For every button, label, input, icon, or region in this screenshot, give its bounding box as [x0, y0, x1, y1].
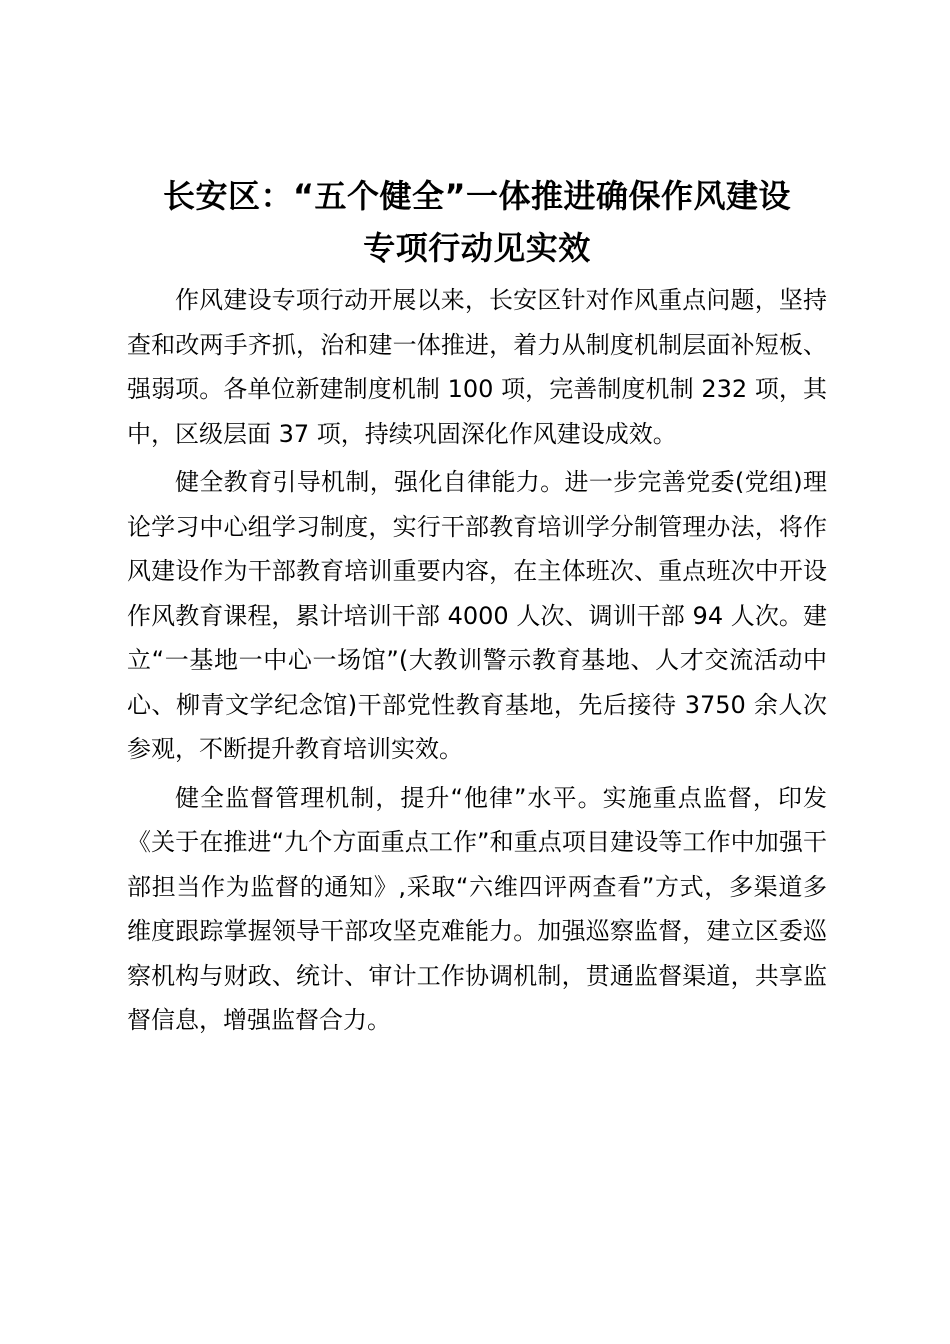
- paragraph-education: 健全教育引导机制，强化自律能力。进一步完善党委(党组)理论学习中心组学习制度，实行干部教育培训学分制管理办法，将作风建设作为干部教育培训重要内容，在主体班次、重点班次中开设作风教育课程，累计培训干部 4000 人次、调训干部 94 人次。建立“一基地一中心一场馆”(大教训警示教育基地、人才交流活动中心、柳青文学纪念馆)干部党性教育基地，先后接待 3750 余人次参观，不断提升教育培训实效。: [127, 468, 827, 763]
- title-line-1: 长安区：“五个健全”一体推进确保作风建设: [162, 177, 792, 215]
- document-title: [127, 170, 827, 274]
- paragraph-intro: 作风建设专项行动开展以来，长安区针对作风重点问题，坚持查和改两手齐抓，治和建一体推进，着力从制度机制层面补短板、强弱项。各单位新建制度机制 100 项，完善制度机制 232 项，其中，区级层面 37 项，持续巩固深化作风建设成效。: [127, 286, 827, 448]
- document-content: [127, 170, 827, 1047]
- document-body: [127, 278, 827, 1043]
- paragraph-supervision: 健全监督管理机制，提升“他律”水平。实施重点监督，印发《关于在推进“九个方面重点工作”和重点项目建设等工作中加强干部担当作为监督的通知》,采取“六维四评两查看”方式，多渠道多维度跟踪掌握领导干部攻坚克难能力。加强巡察监督，建立区委巡察机构与财政、统计、审计工作协调机制，贯通监督渠道，共享监督信息，增强监督合力。: [127, 783, 827, 1034]
- title-line-2: 专项行动见实效: [363, 229, 591, 267]
